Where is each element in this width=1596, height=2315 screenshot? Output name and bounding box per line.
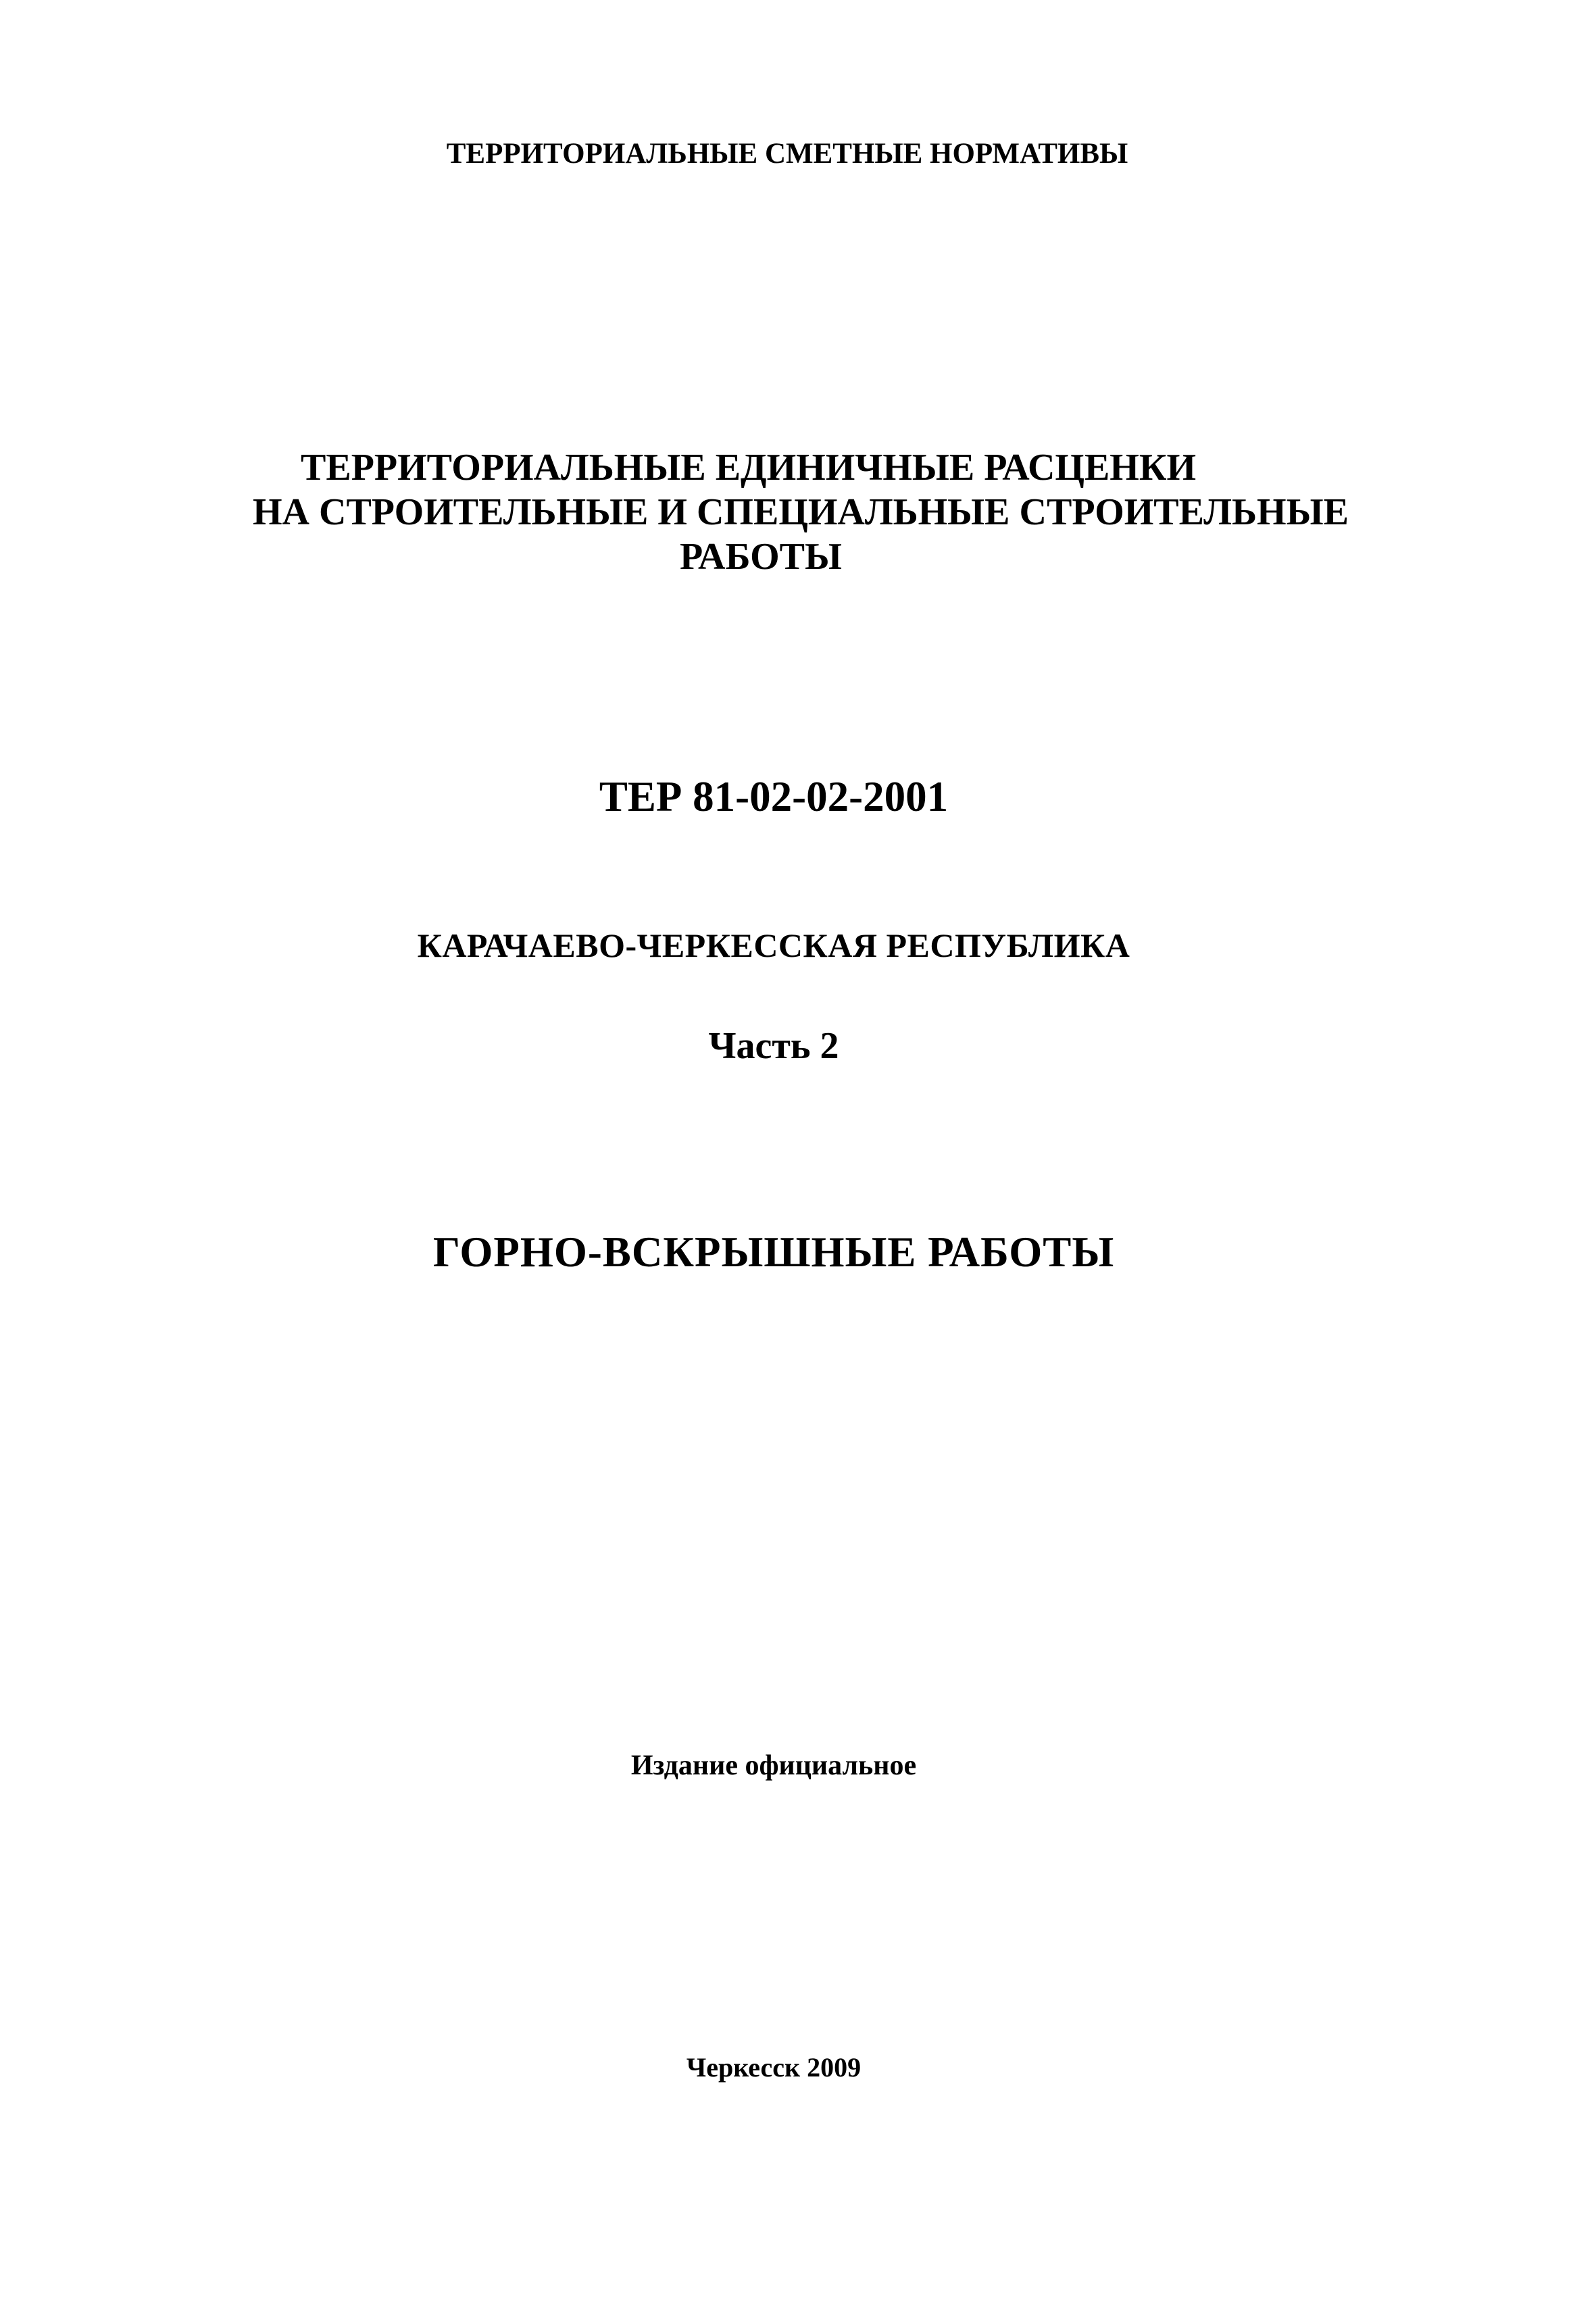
title-line-2: НА СТРОИТЕЛЬНЫЕ И СПЕЦИАЛЬНЫЕ СТРОИТЕЛЬНЫЕ [253,491,1349,533]
title-line-3: РАБОТЫ [680,536,843,578]
city-and-year: Черкесск 2009 [686,2052,862,2083]
part-number: Часть 2 [708,1025,839,1067]
region-name: КАРАЧАЕВО-ЧЕРКЕССКАЯ РЕСПУБЛИКА [417,926,1130,964]
section-title: ГОРНО-ВСКРЫШНЫЕ РАБОТЫ [432,1228,1115,1276]
document-code: ТЕР 81-02-02-2001 [599,773,949,820]
title-line-1: ТЕРРИТОРИАЛЬНЫЕ ЕДИНИЧНЫЕ РАСЦЕНКИ [301,447,1197,489]
edition-note: Издание официальное [630,1750,917,1781]
series-header: ТЕРРИТОРИАЛЬНЫЕ СМЕТНЫЕ НОРМАТИВЫ [446,138,1128,170]
